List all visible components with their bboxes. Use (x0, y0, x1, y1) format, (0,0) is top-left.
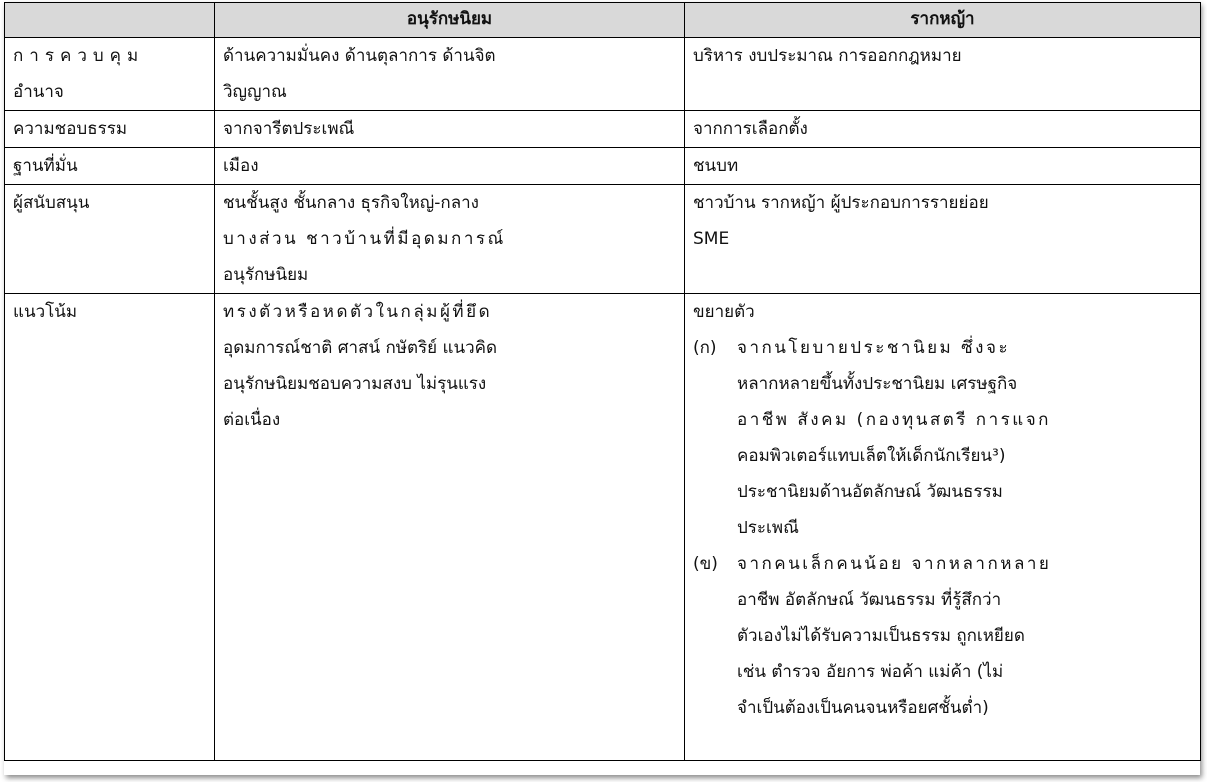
grassroots-cell (685, 111, 1201, 148)
cell-line: ด้านความมั่นคง ด้านตุลาการ ด้านจิต (223, 46, 496, 66)
cell-line: อนุรักษนิยม (223, 265, 309, 285)
list-item-kho (693, 546, 1192, 726)
grassroots-cell (685, 294, 1201, 761)
cell-line: วิญญาณ (223, 82, 287, 102)
cell-line: คอมพิวเตอร์แทบเล็ตให้เด็กนักเรียน³) (737, 446, 1006, 466)
cell-line: เช่น ตำรวจ อัยการ พ่อค้า แม่ค้า (ไม่ (737, 662, 1004, 682)
cell-line: จากนโยบายประชานิยม ซึ่งจะ (737, 338, 1011, 358)
cell-line: อนุรักษนิยมชอบความสงบ ไม่รุนแรง (223, 374, 487, 394)
cell-line: ทรงตัวหรือหดตัวในกลุ่มผู้ที่ยึด (223, 302, 493, 322)
conservative-cell (215, 185, 685, 294)
table-row (5, 38, 1201, 111)
conservative-cell (215, 111, 685, 148)
grassroots-cell (685, 148, 1201, 185)
header-empty (5, 3, 215, 38)
cell-line: SME (693, 229, 730, 249)
row-label-line: ฐานที่มั่น (13, 156, 78, 176)
conservative-cell (215, 148, 685, 185)
header-grassroots: รากหญ้า (685, 3, 1201, 38)
row-label-line: อำนาจ (13, 82, 64, 102)
table-header-row (5, 3, 1201, 38)
list-marker: (ข) (693, 554, 718, 574)
cell-line: ชนบท (693, 156, 739, 176)
table-row (5, 111, 1201, 148)
grassroots-intro: ขยายตัว (693, 302, 755, 322)
row-label-line: การควบคุม (13, 46, 145, 66)
row-label (5, 185, 215, 294)
cell-line: จากการเลือกตั้ง (693, 119, 808, 139)
cell-line: จำเป็นต้องเป็นคนจนหรือยศชั้นต่ำ) (737, 698, 989, 718)
row-label-line: ผู้สนับสนุน (13, 193, 90, 213)
conservative-cell (215, 294, 685, 761)
table-row (5, 294, 1201, 761)
cell-line: จากจารีตประเพณี (223, 119, 355, 139)
grassroots-cell (685, 38, 1201, 111)
cell-line: เมือง (223, 156, 259, 176)
row-label-line: ความชอบธรรม (13, 119, 128, 139)
grassroots-cell (685, 185, 1201, 294)
row-label (5, 294, 215, 761)
cell-line: ตัวเองไม่ได้รับความเป็นธรรม ถูกเหยียด (737, 626, 1025, 646)
comparison-table-frame (4, 2, 1200, 775)
table-row (5, 148, 1201, 185)
comparison-table (4, 2, 1201, 761)
cell-line: ประเพณี (737, 518, 799, 538)
cell-line: จากคนเล็กคนน้อย จากหลากหลาย (737, 554, 1052, 574)
cell-line: ประชานิยมด้านอัตลักษณ์ วัฒนธรรม (737, 482, 1003, 502)
cell-line: อุดมการณ์ชาติ ศาสน์ กษัตริย์ แนวคิด (223, 338, 498, 358)
cell-line: ต่อเนื่อง (223, 410, 281, 430)
list-item-ko (693, 330, 1192, 546)
cell-line: ชาวบ้าน รากหญ้า ผู้ประกอบการรายย่อย (693, 193, 989, 213)
table-row (5, 185, 1201, 294)
row-label (5, 111, 215, 148)
cell-line: อาชีพ อัตลักษณ์ วัฒนธรรม ที่รู้สึกว่า (737, 590, 1002, 610)
row-label (5, 148, 215, 185)
cell-line: อาชีพ สังคม (กองทุนสตรี การแจก (737, 410, 1051, 430)
conservative-cell (215, 38, 685, 111)
header-conservative: อนุรักษนิยม (215, 3, 685, 38)
list-item-first-line (693, 546, 1192, 582)
list-item-first-line (693, 330, 1192, 366)
cell-line: ชนชั้นสูง ชั้นกลาง ธุรกิจใหญ่-กลาง (223, 193, 479, 213)
row-label-line: แนวโน้ม (13, 302, 78, 322)
cell-line: หลากหลายขึ้นทั้งประชานิยม เศรษฐกิจ (737, 374, 1018, 394)
list-marker: (ก) (693, 338, 717, 358)
row-label (5, 38, 215, 111)
cell-line: บริหาร งบประมาณ การออกกฎหมาย (693, 46, 962, 66)
cell-line: บางส่วน ชาวบ้านที่มีอุดมการณ์ (223, 229, 506, 249)
